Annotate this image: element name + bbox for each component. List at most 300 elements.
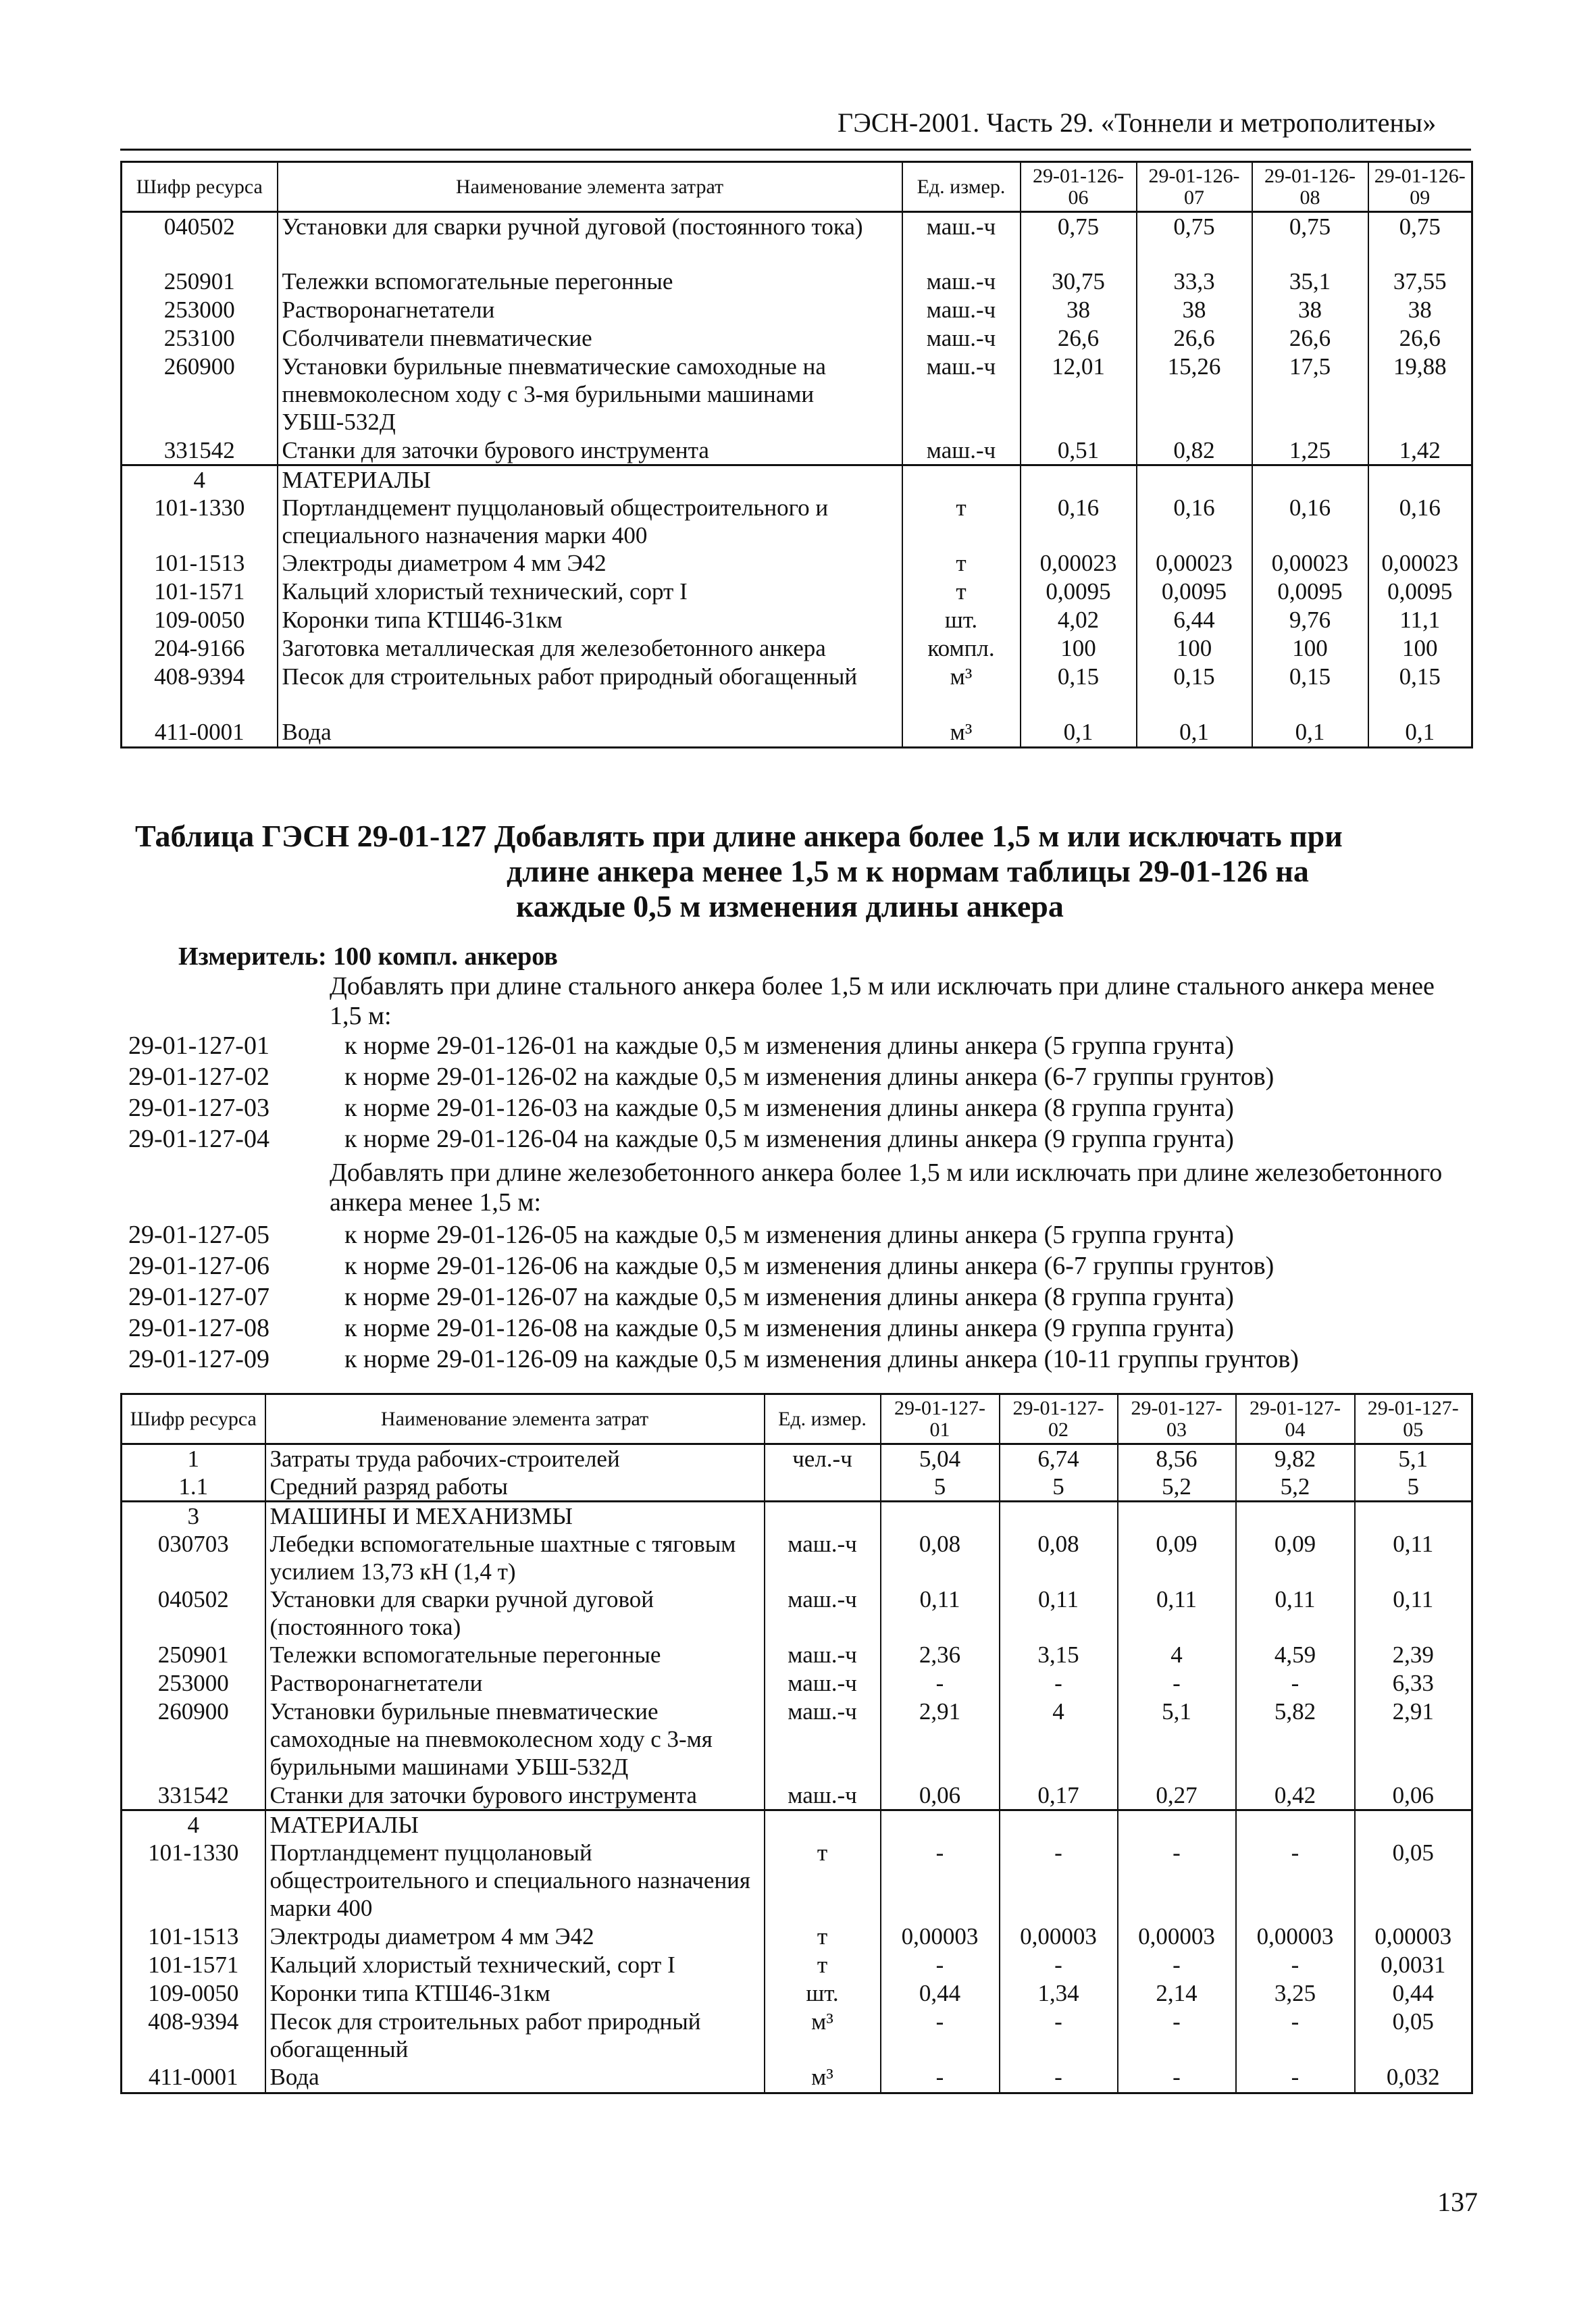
value-cell: - xyxy=(1118,1951,1236,1979)
value-cell: 38 xyxy=(1368,296,1472,324)
unit: маш.-ч xyxy=(902,353,1021,436)
value-cell: 0,09 xyxy=(1236,1530,1355,1585)
unit: т xyxy=(765,1839,881,1923)
value-cell: 0,00003 xyxy=(1355,1923,1472,1951)
value-cell: 0,05 xyxy=(1355,1839,1472,1923)
norm-code: 29-01-127-05 xyxy=(128,1221,269,1249)
value-cell: 0,1 xyxy=(1252,718,1368,748)
value-cell: 2,39 xyxy=(1355,1641,1472,1669)
group-code: 3 xyxy=(122,1502,265,1531)
value-cell: 1,42 xyxy=(1368,436,1472,465)
value-cell: 0,75 xyxy=(1137,212,1252,268)
value-cell: 0,08 xyxy=(1000,1530,1118,1585)
resource-code: 411-0001 xyxy=(148,2064,238,2090)
value-cell: 5,2 xyxy=(1236,1473,1355,1502)
unit: т xyxy=(902,578,1021,606)
column-header: 29-01-127-04 xyxy=(1236,1394,1355,1444)
value-cell: - xyxy=(1000,1951,1118,1979)
table-row xyxy=(122,549,1472,578)
value-cell: 2,91 xyxy=(881,1698,1000,1781)
value-cell: 0,11 xyxy=(1118,1585,1236,1641)
table-row xyxy=(122,212,1472,268)
norm-item xyxy=(128,1062,1274,1092)
page-number: 137 xyxy=(1437,2187,1478,2217)
value-cell: - xyxy=(1236,2063,1355,2093)
table-row xyxy=(122,324,1472,353)
value-cell: 0,44 xyxy=(881,1979,1000,2008)
resource-code: 030703 xyxy=(157,1531,229,1557)
value-cell: 38 xyxy=(1137,296,1252,324)
resource-code: 331542 xyxy=(157,1782,229,1808)
value-cell: 3,25 xyxy=(1236,1979,1355,2008)
resource-code: 408-9394 xyxy=(148,2008,239,2035)
resource-name: Средний разряд работы xyxy=(265,1473,765,1502)
value-cell xyxy=(881,1502,1000,1531)
value-cell: 0,00003 xyxy=(1236,1923,1355,1951)
value-cell: - xyxy=(1118,2008,1236,2063)
value-cell: - xyxy=(881,2008,1000,2063)
norm-text: к норме 29-01-126-09 на каждые 0,5 м изменения длины анкера (10-11 группы грунтов) xyxy=(344,1345,1299,1373)
value-cell: - xyxy=(881,1669,1000,1698)
header-rule xyxy=(120,149,1471,151)
resource-code: 101-1330 xyxy=(154,494,245,521)
table-row xyxy=(122,1951,1472,1979)
unit xyxy=(765,1502,881,1531)
value-cell xyxy=(881,1810,1000,1839)
value-cell: 0,27 xyxy=(1118,1781,1236,1810)
unit: маш.-ч xyxy=(765,1669,881,1698)
resource-name: Сболчиватели пневматические xyxy=(278,324,902,353)
value-cell: 8,56 xyxy=(1118,1444,1236,1473)
resource-code: 101-1513 xyxy=(148,1923,239,1950)
value-cell: 0,00003 xyxy=(1000,1923,1118,1951)
unit: т xyxy=(902,549,1021,578)
value-cell: - xyxy=(881,1839,1000,1923)
column-header: Ед. измер. xyxy=(765,1394,881,1444)
table-row xyxy=(122,606,1472,634)
norm-item xyxy=(128,1344,1299,1374)
norm-code: 29-01-127-02 xyxy=(128,1063,269,1091)
value-cell: - xyxy=(1236,1669,1355,1698)
value-cell: 2,14 xyxy=(1118,1979,1236,2008)
table-row xyxy=(122,634,1472,663)
unit: маш.-ч xyxy=(765,1585,881,1641)
value-cell: 1,25 xyxy=(1252,436,1368,465)
value-cell: 38 xyxy=(1252,296,1368,324)
resource-code: 260900 xyxy=(157,1698,229,1725)
value-cell: 0,75 xyxy=(1021,212,1137,268)
value-cell: 0,08 xyxy=(881,1530,1000,1585)
table-title xyxy=(128,819,1472,924)
table-row xyxy=(122,1698,1472,1781)
value-cell: 5 xyxy=(1000,1473,1118,1502)
resource-code: 040502 xyxy=(163,213,235,240)
value-cell: 0,16 xyxy=(1137,494,1252,549)
resource-name: Лебедки вспомогательные шахтные с тяговым усилием 13,73 кН (1,4 т) xyxy=(265,1530,765,1585)
value-cell: 0,44 xyxy=(1355,1979,1472,2008)
resource-name: Заготовка металлическая для железобетонного анкера xyxy=(278,634,902,663)
value-cell: 0,00003 xyxy=(881,1923,1000,1951)
value-cell: 15,26 xyxy=(1137,353,1252,436)
value-cell: 0,1 xyxy=(1021,718,1137,748)
resource-name: Кальций хлористый технический, сорт I xyxy=(265,1951,765,1979)
resource-name: Вода xyxy=(278,718,902,748)
value-cell: 0,15 xyxy=(1368,663,1472,718)
resource-name: Установки бурильные пневматические самоходные на пневмоколесном ходу с 3-мя бурильными машинами УБШ-532Д xyxy=(278,353,902,436)
column-header: 29-01-127-02 xyxy=(1000,1394,1118,1444)
norm-code: 29-01-127-08 xyxy=(128,1314,269,1342)
column-header: Шифр ресурса xyxy=(122,162,278,212)
unit xyxy=(765,1473,881,1502)
resource-name: Коронки типа КТШ46-31км xyxy=(265,1979,765,2008)
value-cell xyxy=(1236,1502,1355,1531)
value-cell: - xyxy=(1118,1839,1236,1923)
value-cell: 0,05 xyxy=(1355,2008,1472,2063)
unit: маш.-ч xyxy=(902,324,1021,353)
group-code: 4 xyxy=(122,465,278,494)
resource-code: 101-1571 xyxy=(148,1952,239,1978)
measure-unit: Измеритель: 100 компл. анкеров xyxy=(178,942,558,971)
group-row xyxy=(122,465,1472,494)
value-cell: - xyxy=(1000,2008,1118,2063)
running-header: ГЭСН-2001. Часть 29. «Тоннели и метрополитены» xyxy=(838,107,1437,138)
value-cell: - xyxy=(1236,2008,1355,2063)
value-cell: 4 xyxy=(1118,1641,1236,1669)
value-cell: 5,1 xyxy=(1118,1698,1236,1781)
value-cell: 6,44 xyxy=(1137,606,1252,634)
group-title: МАТЕРИАЛЫ xyxy=(278,465,902,494)
unit: маш.-ч xyxy=(902,212,1021,268)
resource-name: Станки для заточки бурового инструмента xyxy=(278,436,902,465)
value-cell: 2,36 xyxy=(881,1641,1000,1669)
norm-text: к норме 29-01-126-04 на каждые 0,5 м изменения длины анкера (9 группа грунта) xyxy=(344,1125,1234,1153)
value-cell: 0,1 xyxy=(1137,718,1252,748)
value-cell: 0,0095 xyxy=(1137,578,1252,606)
value-cell: 0,11 xyxy=(1236,1585,1355,1641)
value-cell: 0,0031 xyxy=(1355,1951,1472,1979)
value-cell: 17,5 xyxy=(1252,353,1368,436)
value-cell: 11,1 xyxy=(1368,606,1472,634)
value-cell: 2,91 xyxy=(1355,1698,1472,1781)
value-cell: - xyxy=(1000,1669,1118,1698)
value-cell: 0,00003 xyxy=(1118,1923,1236,1951)
value-cell: - xyxy=(1118,1669,1236,1698)
table-row xyxy=(122,1530,1472,1585)
value-cell: 5,1 xyxy=(1355,1444,1472,1473)
column-header: 29-01-126-09 xyxy=(1368,162,1472,212)
value-cell: - xyxy=(1000,2063,1118,2093)
value-cell xyxy=(1137,465,1252,494)
value-cell: 3,15 xyxy=(1000,1641,1118,1669)
value-cell: 0,16 xyxy=(1368,494,1472,549)
value-cell: 0,16 xyxy=(1252,494,1368,549)
value-cell xyxy=(1252,465,1368,494)
resource-name: Растворонагнетатели xyxy=(265,1669,765,1698)
value-cell: 0,11 xyxy=(1355,1585,1472,1641)
value-cell: 6,33 xyxy=(1355,1669,1472,1698)
value-cell: - xyxy=(1118,2063,1236,2093)
column-header: 29-01-127-03 xyxy=(1118,1394,1236,1444)
resource-name: Тележки вспомогательные перегонные xyxy=(265,1641,765,1669)
table-row xyxy=(122,1641,1472,1669)
value-cell: 0,15 xyxy=(1252,663,1368,718)
value-cell: 9,76 xyxy=(1252,606,1368,634)
value-cell: 35,1 xyxy=(1252,268,1368,296)
value-cell: 5,2 xyxy=(1118,1473,1236,1502)
resource-name: Песок для строительных работ природный обогащенный xyxy=(278,663,902,718)
norm-code: 29-01-127-06 xyxy=(128,1252,269,1280)
unit: т xyxy=(765,1923,881,1951)
resource-name: Установки бурильные пневматические самоходные на пневмоколесном ходу с 3-мя бурильными машинами УБШ-532Д xyxy=(265,1698,765,1781)
value-cell: 100 xyxy=(1368,634,1472,663)
column-header: Шифр ресурса xyxy=(122,1394,265,1444)
resource-code: 109-0050 xyxy=(148,1980,239,2006)
unit: м³ xyxy=(765,2008,881,2063)
table-header xyxy=(122,162,1472,212)
value-cell: 0,00023 xyxy=(1368,549,1472,578)
group-row xyxy=(122,1502,1472,1531)
norm-code: 29-01-127-04 xyxy=(128,1125,269,1153)
table-row xyxy=(122,436,1472,465)
norm-text: к норме 29-01-126-05 на каждые 0,5 м изменения длины анкера (5 группа грунта) xyxy=(344,1221,1234,1249)
resource-code: 1 xyxy=(187,1446,199,1472)
group-title: МАШИНЫ И МЕХАНИЗМЫ xyxy=(265,1502,765,1531)
group-title: МАТЕРИАЛЫ xyxy=(265,1810,765,1839)
value-cell: 0,42 xyxy=(1236,1781,1355,1810)
value-cell: 0,00023 xyxy=(1021,549,1137,578)
resource-code: 250901 xyxy=(157,1642,229,1668)
value-cell: 5,04 xyxy=(881,1444,1000,1473)
norm-text: к норме 29-01-126-03 на каждые 0,5 м изменения длины анкера (8 группа грунта) xyxy=(344,1094,1234,1122)
unit: маш.-ч xyxy=(765,1698,881,1781)
norm-item xyxy=(128,1282,1234,1312)
value-cell xyxy=(1000,1810,1118,1839)
norm-text: к норме 29-01-126-01 на каждые 0,5 м изменения длины анкера (5 группа грунта) xyxy=(344,1032,1234,1060)
resource-name: Электроды диаметром 4 мм Э42 xyxy=(265,1923,765,1951)
value-cell: 4,59 xyxy=(1236,1641,1355,1669)
unit: компл. xyxy=(902,634,1021,663)
table-body xyxy=(122,1444,1472,2093)
table-header xyxy=(122,1394,1472,1444)
table-row xyxy=(122,2008,1472,2063)
norm-code: 29-01-127-07 xyxy=(128,1283,269,1311)
table-title-line: Таблица ГЭСН 29-01-127 Добавлять при длине анкера более 1,5 м или исключать при xyxy=(135,819,1343,853)
value-cell xyxy=(1021,465,1137,494)
resource-code: 101-1330 xyxy=(148,1839,239,1866)
value-cell xyxy=(1118,1810,1236,1839)
table-row xyxy=(122,2063,1472,2093)
value-cell: 30,75 xyxy=(1021,268,1137,296)
resource-name: Электроды диаметром 4 мм Э42 xyxy=(278,549,902,578)
resource-table-127 xyxy=(120,1393,1473,2094)
resource-code: 253000 xyxy=(163,296,235,323)
table-row xyxy=(122,1669,1472,1698)
value-cell: 0,75 xyxy=(1252,212,1368,268)
unit: м³ xyxy=(902,718,1021,748)
table-row xyxy=(122,1979,1472,2008)
column-header: 29-01-127-05 xyxy=(1355,1394,1472,1444)
resource-code: 1.1 xyxy=(178,1473,209,1500)
table-row xyxy=(122,1585,1472,1641)
value-cell xyxy=(1236,1810,1355,1839)
table-row xyxy=(122,268,1472,296)
value-cell: 19,88 xyxy=(1368,353,1472,436)
value-cell: 0,11 xyxy=(1000,1585,1118,1641)
value-cell: 0,00023 xyxy=(1252,549,1368,578)
norm-text: к норме 29-01-126-08 на каждые 0,5 м изменения длины анкера (9 группа грунта) xyxy=(344,1314,1234,1342)
column-header: Наименование элемента затрат xyxy=(265,1394,765,1444)
norm-code: 29-01-127-09 xyxy=(128,1345,269,1373)
value-cell: 100 xyxy=(1021,634,1137,663)
unit: маш.-ч xyxy=(765,1530,881,1585)
table-row xyxy=(122,1923,1472,1951)
unit: маш.-ч xyxy=(765,1641,881,1669)
unit: шт. xyxy=(765,1979,881,2008)
norm-text: к норме 29-01-126-02 на каждые 0,5 м изменения длины анкера (6-7 группы грунтов) xyxy=(344,1063,1275,1091)
unit: маш.-ч xyxy=(902,268,1021,296)
column-header: 29-01-126-08 xyxy=(1252,162,1368,212)
unit: м³ xyxy=(765,2063,881,2093)
intro-paragraph: Добавлять при длине железобетонного анкера более 1,5 м или исключать при длине железобетонного анкера менее 1,5 м: xyxy=(330,1159,1443,1217)
value-cell: 26,6 xyxy=(1021,324,1137,353)
value-cell: 0,0095 xyxy=(1021,578,1137,606)
column-header: Наименование элемента затрат xyxy=(278,162,902,212)
resource-name: Растворонагнетатели xyxy=(278,296,902,324)
unit: чел.-ч xyxy=(765,1444,881,1473)
table-title-line: длине анкера менее 1,5 м к нормам таблицы 29-01-126 на xyxy=(507,854,1309,888)
value-cell: 9,82 xyxy=(1236,1444,1355,1473)
value-cell xyxy=(1355,1502,1472,1531)
resource-code: 408-9394 xyxy=(154,663,245,690)
resource-code: 040502 xyxy=(157,1586,229,1612)
resource-name: Песок для строительных работ природный обогащенный xyxy=(265,2008,765,2063)
resource-code: 253000 xyxy=(157,1670,229,1696)
unit xyxy=(765,1810,881,1839)
value-cell xyxy=(1000,1502,1118,1531)
value-cell: 0,032 xyxy=(1355,2063,1472,2093)
value-cell: - xyxy=(1236,1839,1355,1923)
value-cell: 0,17 xyxy=(1000,1781,1118,1810)
table-title-line: каждые 0,5 м изменения длины анкера xyxy=(516,889,1064,923)
group-code: 4 xyxy=(122,1810,265,1839)
norm-item xyxy=(128,1220,1234,1250)
resource-code: 411-0001 xyxy=(154,718,244,745)
value-cell: 4 xyxy=(1000,1698,1118,1781)
value-cell: 6,74 xyxy=(1000,1444,1118,1473)
value-cell: 0,15 xyxy=(1137,663,1252,718)
resource-name: Коронки типа КТШ46-31км xyxy=(278,606,902,634)
value-cell: 0,16 xyxy=(1021,494,1137,549)
norm-code: 29-01-127-03 xyxy=(128,1094,269,1122)
norm-item xyxy=(128,1124,1234,1154)
value-cell: 0,15 xyxy=(1021,663,1137,718)
table-row xyxy=(122,1839,1472,1923)
column-header: 29-01-126-07 xyxy=(1137,162,1252,212)
value-cell: - xyxy=(1000,1839,1118,1923)
unit: т xyxy=(765,1951,881,1979)
table-row xyxy=(122,1444,1472,1473)
resource-code: 260900 xyxy=(163,353,235,380)
value-cell: 5 xyxy=(1355,1473,1472,1502)
value-cell: 0,0095 xyxy=(1368,578,1472,606)
resource-code: 101-1513 xyxy=(154,549,245,576)
resource-name: Станки для заточки бурового инструмента xyxy=(265,1781,765,1810)
column-header: 29-01-127-01 xyxy=(881,1394,1000,1444)
value-cell xyxy=(1118,1502,1236,1531)
norm-code: 29-01-127-01 xyxy=(128,1032,269,1060)
table-row xyxy=(122,578,1472,606)
value-cell: 1,34 xyxy=(1000,1979,1118,2008)
resource-code: 331542 xyxy=(163,436,235,463)
resource-code: 109-0050 xyxy=(154,606,245,633)
table-row xyxy=(122,663,1472,718)
unit: шт. xyxy=(902,606,1021,634)
resource-name: Портландцемент пуццолановый общестроительного и специального назначения марки 400 xyxy=(265,1839,765,1923)
resource-code: 204-9166 xyxy=(154,634,245,661)
intro-paragraph: Добавлять при длине стального анкера более 1,5 м или исключать при длине стального анкера менее 1,5 м: xyxy=(330,972,1435,1030)
value-cell: 0,82 xyxy=(1137,436,1252,465)
column-header: Ед. измер. xyxy=(902,162,1021,212)
value-cell: 0,00023 xyxy=(1137,549,1252,578)
value-cell: 0,11 xyxy=(881,1585,1000,1641)
resource-name: Кальций хлористый технический, сорт I xyxy=(278,578,902,606)
value-cell: 26,6 xyxy=(1252,324,1368,353)
value-cell: 100 xyxy=(1137,634,1252,663)
resource-code: 250901 xyxy=(163,268,235,295)
norm-item xyxy=(128,1031,1234,1061)
table-row xyxy=(122,1781,1472,1810)
resource-name: Установки для сварки ручной дуговой (постоянного тока) xyxy=(278,212,902,268)
unit xyxy=(902,465,1021,494)
value-cell: 33,3 xyxy=(1137,268,1252,296)
unit: маш.-ч xyxy=(902,296,1021,324)
resource-code: 253100 xyxy=(163,324,235,351)
resource-name: Установки для сварки ручной дуговой (постоянного тока) xyxy=(265,1585,765,1641)
norm-item xyxy=(128,1093,1234,1123)
resource-table-126 xyxy=(120,161,1473,748)
value-cell: 100 xyxy=(1252,634,1368,663)
unit: маш.-ч xyxy=(902,436,1021,465)
table-row xyxy=(122,1473,1472,1502)
resource-name: Затраты труда рабочих-строителей xyxy=(265,1444,765,1473)
value-cell: 38 xyxy=(1021,296,1137,324)
value-cell: 0,0095 xyxy=(1252,578,1368,606)
resource-name: Вода xyxy=(265,2063,765,2093)
value-cell: 5 xyxy=(881,1473,1000,1502)
group-row xyxy=(122,1810,1472,1839)
norm-text: к норме 29-01-126-06 на каждые 0,5 м изменения длины анкера (6-7 группы грунтов) xyxy=(344,1252,1275,1280)
column-header: 29-01-126-06 xyxy=(1021,162,1137,212)
value-cell xyxy=(1368,465,1472,494)
resource-code: 101-1571 xyxy=(154,578,245,605)
unit: маш.-ч xyxy=(765,1781,881,1810)
value-cell: - xyxy=(881,1951,1000,1979)
norm-item xyxy=(128,1251,1274,1281)
value-cell: 0,06 xyxy=(881,1781,1000,1810)
table-row xyxy=(122,494,1472,549)
resource-name: Тележки вспомогательные перегонные xyxy=(278,268,902,296)
value-cell: 0,1 xyxy=(1368,718,1472,748)
norm-text: к норме 29-01-126-07 на каждые 0,5 м изменения длины анкера (8 группа грунта) xyxy=(344,1283,1234,1311)
value-cell xyxy=(1355,1810,1472,1839)
value-cell: 0,09 xyxy=(1118,1530,1236,1585)
table-body xyxy=(122,212,1472,748)
unit: м³ xyxy=(902,663,1021,718)
norm-item xyxy=(128,1313,1234,1343)
value-cell: 12,01 xyxy=(1021,353,1137,436)
value-cell: 0,75 xyxy=(1368,212,1472,268)
table-row xyxy=(122,296,1472,324)
